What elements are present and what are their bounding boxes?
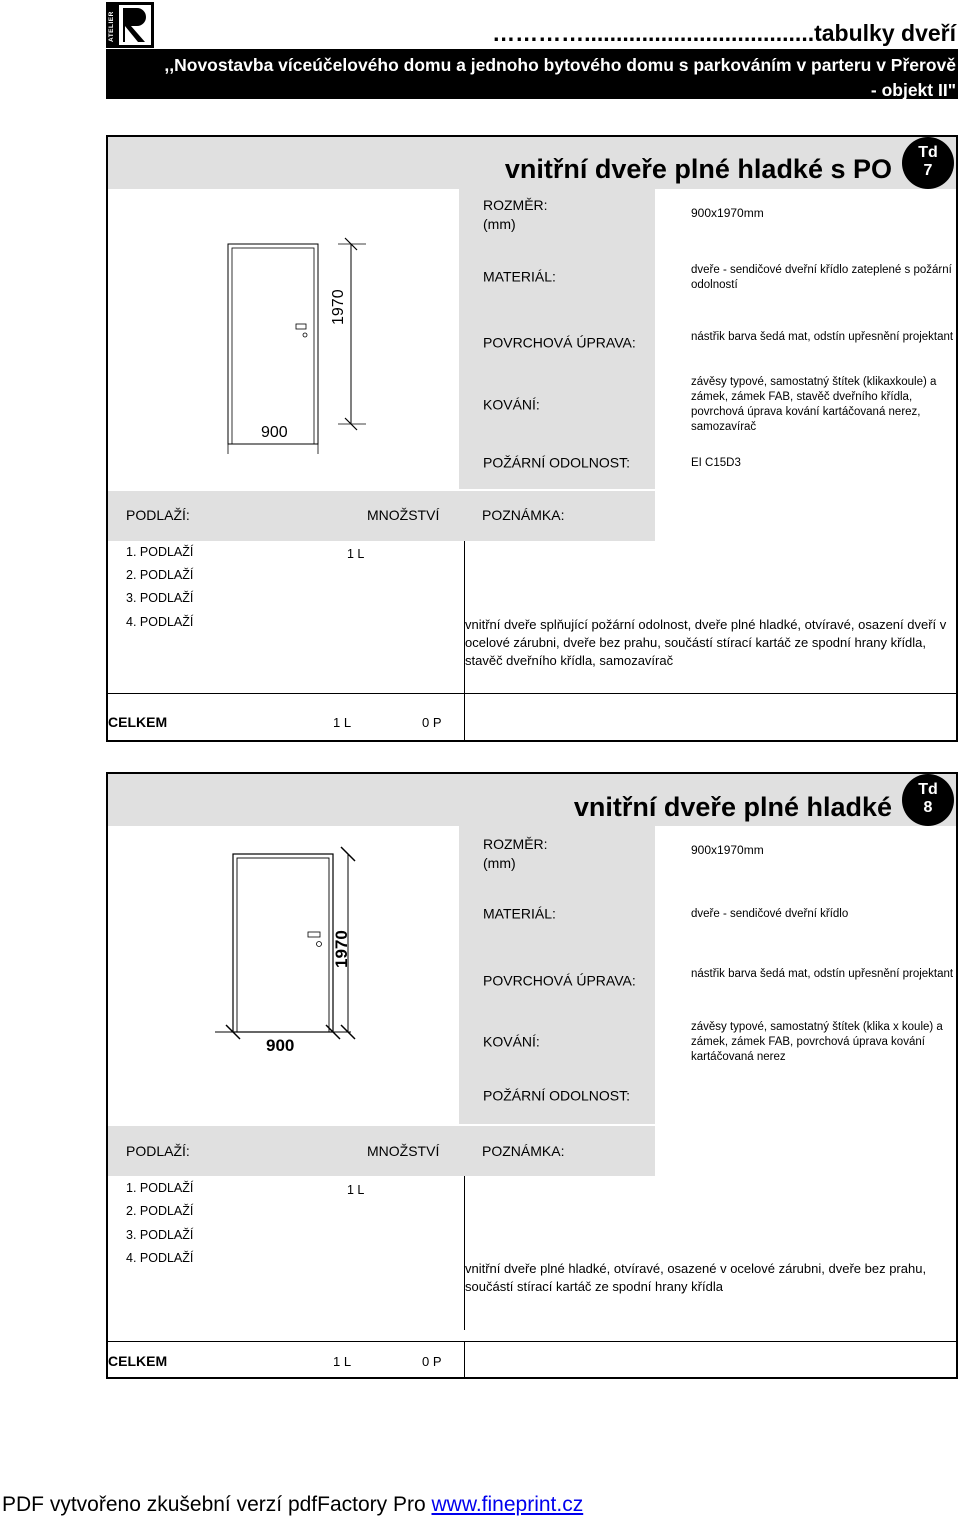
door-type-heading: vnitřní dveře plné hladké s PO xyxy=(504,154,892,184)
remark-text: vnitřní dveře splňující požární odolnost, dveře plné hladké, otvíravé, osazení dveří v ocelové zárubni, dveře bez prahu, součástí stírací kartáč ze spodní hrany křídla, stavěč dveřního křídla, samozavírač xyxy=(465,617,947,668)
hardware-label-cell xyxy=(459,373,655,437)
remark-text: vnitřní dveře plné hladké, otvíravé, osazené v ocelové zárubni, dveře bez prahu, součástí stírací kartáč ze spodní hrany křídla xyxy=(465,1261,927,1294)
door-elevation-drawing xyxy=(223,854,403,1064)
badge-number: 8 xyxy=(923,799,933,816)
size-value: 900x1970mm xyxy=(691,843,764,857)
total-left-count: 1 L xyxy=(333,1354,352,1369)
floor-item: 2. PODLAŽÍ xyxy=(126,568,194,582)
door-height-dimension: 1970 xyxy=(330,289,347,325)
footer-text: PDF vytvořeno zkušební verzí pdfFactory Pro xyxy=(2,1493,432,1516)
remark-column-header: POZNÁMKA: xyxy=(482,507,565,523)
badge-number: 7 xyxy=(923,162,933,179)
size-label: ROZMĚR: xyxy=(483,836,548,852)
size-label-cell xyxy=(459,826,655,882)
total-divider xyxy=(108,1341,956,1342)
door-sheet-td7 xyxy=(106,135,958,742)
floor-item: 1. PODLAŽÍ xyxy=(126,1181,194,1195)
door-type-heading: vnitřní dveře plné hladké xyxy=(573,792,892,822)
door-code-badge xyxy=(902,774,954,826)
fire-label: POŽÁRNÍ ODOLNOST: xyxy=(483,454,631,471)
fire-label-cell xyxy=(459,1068,655,1124)
floor-item: 4. PODLAŽÍ xyxy=(126,1251,194,1265)
total-divider xyxy=(108,693,956,694)
hardware-value: závěsy typové, samostatný štítek (klika x koule) a zámek, zámek FAB, povrchová úprava kování kartáčovaná nerez xyxy=(691,1021,943,1063)
hardware-label: KOVÁNÍ: xyxy=(483,396,540,413)
material-label: MATERIÁL: xyxy=(483,268,556,285)
fire-label-cell xyxy=(459,437,655,489)
remark-divider xyxy=(464,1176,465,1330)
total-right-count: 0 P xyxy=(422,715,442,730)
door-width-dimension: 900 xyxy=(266,1036,295,1055)
pdf-watermark-footer xyxy=(2,1493,583,1517)
hardware-label-cell xyxy=(459,1016,655,1068)
size-value: 900x1970mm xyxy=(691,206,764,220)
project-subtitle: ,,Novostavba víceúčelového domu a jednoho bytového domu s parkováním v parteru v Přerově - objekt II" xyxy=(164,55,956,100)
quantity-value: 1 L xyxy=(347,1183,365,1197)
total-label: CELKEM xyxy=(108,1353,168,1369)
size-label-cell xyxy=(459,189,655,241)
footer-link[interactable]: www.fineprint.cz xyxy=(431,1493,584,1516)
material-value: dveře - sendičové dveřní křídlo xyxy=(691,908,849,920)
door-sheet-td8 xyxy=(106,772,958,1379)
floor-column-header: PODLAŽÍ: xyxy=(126,1143,190,1159)
material-value: dveře - sendičové dveřní křídlo zateplené s požární odolností xyxy=(691,264,952,291)
logo-mark xyxy=(106,2,154,48)
svg-text:ATELIER: ATELIER xyxy=(108,11,115,42)
door-width-dimension: 900 xyxy=(261,424,288,441)
door-height-dimension: 1970 xyxy=(332,930,351,968)
total-left-count: 1 L xyxy=(333,715,352,730)
material-label-cell xyxy=(459,241,655,313)
size-label: ROZMĚR: xyxy=(483,197,548,213)
fire-value: EI C15D3 xyxy=(691,457,741,469)
floor-item: 3. PODLAŽÍ xyxy=(126,591,194,605)
total-label: CELKEM xyxy=(108,714,168,730)
badge-code: Td xyxy=(918,144,938,161)
floor-item: 4. PODLAŽÍ xyxy=(126,615,194,629)
door-code-badge xyxy=(902,137,954,189)
door-elevation-drawing xyxy=(208,232,378,467)
total-right-count: 0 P xyxy=(422,1354,442,1369)
size-unit: (mm) xyxy=(483,855,516,871)
surface-label: POVRCHOVÁ ÚPRAVA: xyxy=(483,334,636,351)
quantity-value: 1 L xyxy=(347,547,365,561)
hardware-value: závěsy typové, samostatný štítek (klikaxkoule) a zámek, zámek FAB, stavěč dveřního křídla, povrchová úprava kování kartáčovaná nerez, samozavírač xyxy=(691,376,937,433)
total-cell-divider xyxy=(464,693,465,742)
floor-column-header: PODLAŽÍ: xyxy=(126,507,190,523)
document-title: …………....................................tabulky dveří xyxy=(492,20,956,46)
size-unit: (mm) xyxy=(483,216,516,232)
badge-code: Td xyxy=(918,781,938,798)
floor-item: 3. PODLAŽÍ xyxy=(126,1228,194,1242)
surface-label: POVRCHOVÁ ÚPRAVA: xyxy=(483,972,636,989)
hardware-label: KOVÁNÍ: xyxy=(483,1033,540,1050)
atelier-logo xyxy=(106,2,154,48)
fire-label: POŽÁRNÍ ODOLNOST: xyxy=(483,1087,631,1104)
surface-value: nástřik barva šedá mat, odstín upřesnění projektant xyxy=(691,331,954,343)
floor-item: 1. PODLAŽÍ xyxy=(126,545,194,559)
material-label: MATERIÁL: xyxy=(483,905,556,922)
total-cell-divider xyxy=(464,1341,465,1379)
surface-label-cell xyxy=(459,946,655,1016)
material-label-cell xyxy=(459,882,655,946)
quantity-column-header: MNOŽSTVÍ xyxy=(367,507,440,523)
remark-column-header: POZNÁMKA: xyxy=(482,1143,565,1159)
floor-item: 2. PODLAŽÍ xyxy=(126,1204,194,1218)
surface-label-cell xyxy=(459,313,655,373)
surface-value: nástřik barva šedá mat, odstín upřesnění projektant xyxy=(691,968,954,980)
quantity-column-header: MNOŽSTVÍ xyxy=(367,1143,440,1159)
